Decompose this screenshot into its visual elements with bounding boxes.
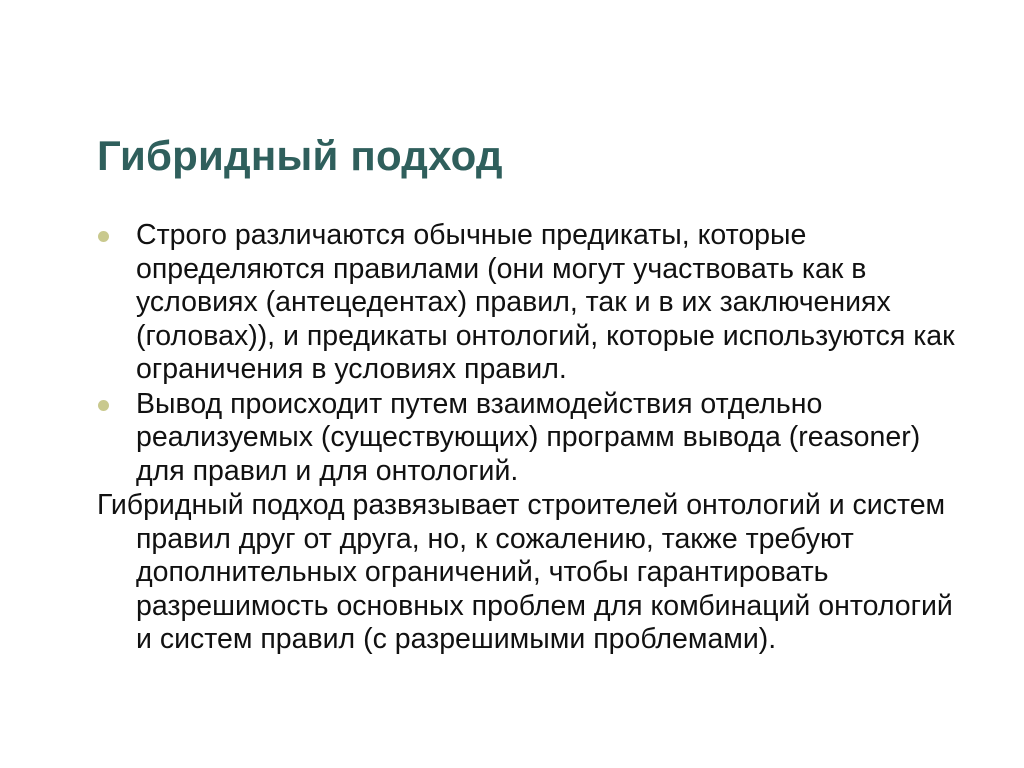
bullet-dot-icon (98, 400, 109, 411)
bullet-dot-icon (98, 231, 109, 242)
bullet-item (97, 219, 957, 387)
slide-title: Гибридный подход (97, 132, 503, 179)
bullet-text: Строго различаются обычные предикаты, которые определяются правилами (они могут участвовать как в условиях (антецедентах) правил, так и в их заключениях (головах)), и предикаты онтологий, которые используются как ограничения в условиях правил. (136, 219, 955, 385)
bullet-item (97, 388, 957, 489)
slide-content (97, 219, 957, 657)
body-paragraph: Гибридный подход развязывает строителей онтологий и систем правил друг от друга, но, к сожалению, также требуют дополнительных ограничений, чтобы гарантировать разрешимость основных проблем для комбинаций онтологий и систем правил (с разрешимыми проблемами). (97, 489, 953, 655)
bullet-text: Вывод происходит путем взаимодействия отдельно реализуемых (существующих) программ вывода (reasoner) для правил и для онтологий. (136, 387, 921, 487)
